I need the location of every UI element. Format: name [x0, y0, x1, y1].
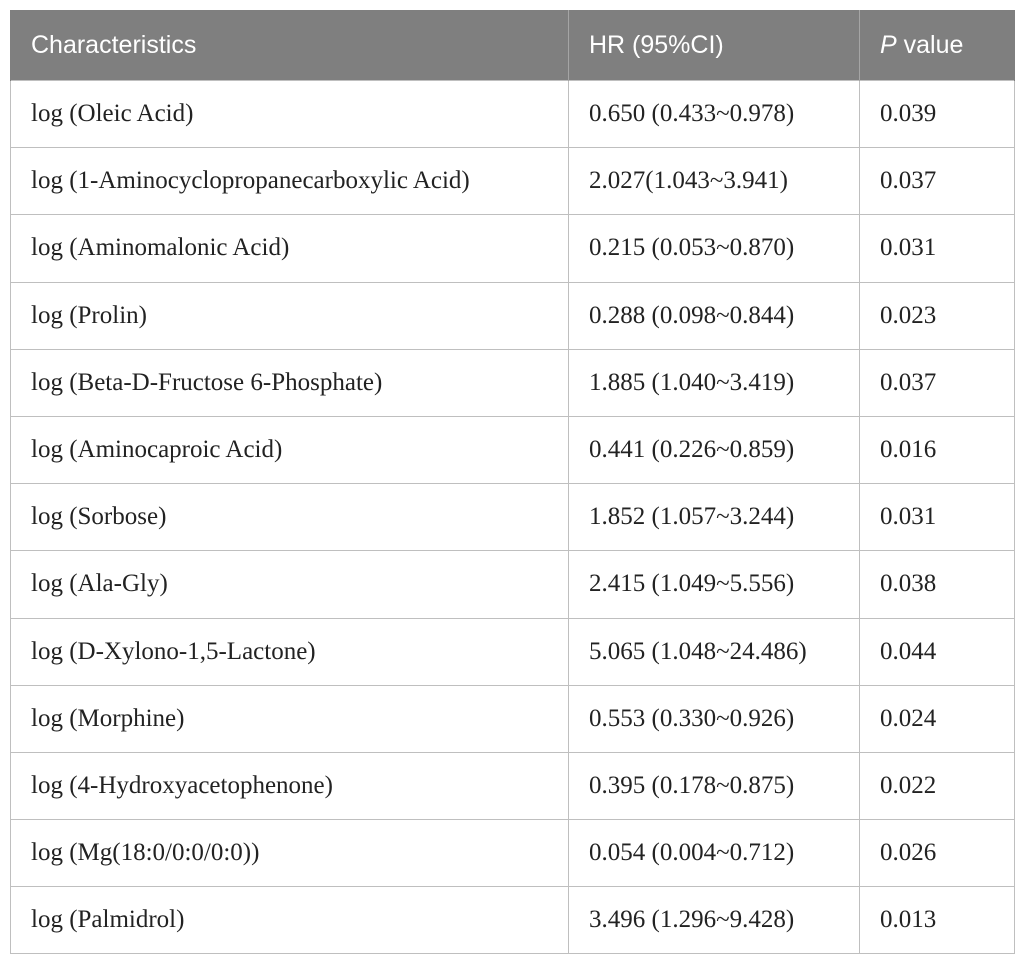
cell-p-value: 0.024	[860, 685, 1015, 752]
cell-hr-95ci: 0.650 (0.433~0.978)	[569, 81, 860, 148]
cell-hr-95ci: 2.027(1.043~3.941)	[569, 148, 860, 215]
table-row	[11, 820, 1015, 887]
hazard-ratio-table	[10, 10, 1015, 954]
table-row	[11, 215, 1015, 282]
table-row	[11, 685, 1015, 752]
cell-characteristic: log (Oleic Acid)	[11, 81, 569, 148]
cell-hr-95ci: 0.441 (0.226~0.859)	[569, 416, 860, 483]
header-characteristics: Characteristics	[11, 11, 569, 81]
cell-p-value: 0.016	[860, 416, 1015, 483]
cell-p-value: 0.031	[860, 215, 1015, 282]
cell-characteristic: log (Prolin)	[11, 282, 569, 349]
cell-characteristic: log (Morphine)	[11, 685, 569, 752]
cell-p-value: 0.013	[860, 887, 1015, 954]
table-body	[11, 81, 1015, 954]
cell-hr-95ci: 1.885 (1.040~3.419)	[569, 349, 860, 416]
table-row	[11, 618, 1015, 685]
cell-hr-95ci: 5.065 (1.048~24.486)	[569, 618, 860, 685]
cell-hr-95ci: 2.415 (1.049~5.556)	[569, 551, 860, 618]
cell-hr-95ci: 0.215 (0.053~0.870)	[569, 215, 860, 282]
cell-hr-95ci: 0.054 (0.004~0.712)	[569, 820, 860, 887]
table-header	[11, 11, 1015, 81]
cell-p-value: 0.037	[860, 349, 1015, 416]
cell-characteristic: log (Sorbose)	[11, 484, 569, 551]
cell-hr-95ci: 0.288 (0.098~0.844)	[569, 282, 860, 349]
table-row	[11, 282, 1015, 349]
cell-hr-95ci: 0.553 (0.330~0.926)	[569, 685, 860, 752]
cell-characteristic: log (D-Xylono-1,5-Lactone)	[11, 618, 569, 685]
cell-p-value: 0.031	[860, 484, 1015, 551]
cell-characteristic: log (1-Aminocyclopropanecarboxylic Acid)	[11, 148, 569, 215]
cell-p-value: 0.023	[860, 282, 1015, 349]
cell-hr-95ci: 1.852 (1.057~3.244)	[569, 484, 860, 551]
cell-p-value: 0.026	[860, 820, 1015, 887]
table-row	[11, 551, 1015, 618]
table-row	[11, 752, 1015, 819]
table-row	[11, 484, 1015, 551]
cell-characteristic: log (Mg(18:0/0:0/0:0))	[11, 820, 569, 887]
header-p-italic: P	[880, 31, 897, 59]
cell-characteristic: log (Aminocaproic Acid)	[11, 416, 569, 483]
cell-p-value: 0.038	[860, 551, 1015, 618]
cell-characteristic: log (Ala-Gly)	[11, 551, 569, 618]
cell-characteristic: log (Beta-D-Fructose 6-Phosphate)	[11, 349, 569, 416]
table-row	[11, 887, 1015, 954]
cell-characteristic: log (Aminomalonic Acid)	[11, 215, 569, 282]
cell-characteristic: log (Palmidrol)	[11, 887, 569, 954]
cell-p-value: 0.037	[860, 148, 1015, 215]
cell-characteristic: log (4-Hydroxyacetophenone)	[11, 752, 569, 819]
header-row	[11, 11, 1015, 81]
table-row	[11, 81, 1015, 148]
table-row	[11, 349, 1015, 416]
table-row	[11, 416, 1015, 483]
cell-hr-95ci: 0.395 (0.178~0.875)	[569, 752, 860, 819]
hazard-ratio-table-container	[10, 10, 1014, 954]
cell-p-value: 0.044	[860, 618, 1015, 685]
cell-p-value: 0.022	[860, 752, 1015, 819]
header-hr-95ci: HR (95%CI)	[569, 11, 860, 81]
cell-p-value: 0.039	[860, 81, 1015, 148]
table-row	[11, 148, 1015, 215]
header-p-rest: value	[896, 31, 964, 59]
header-p-value	[860, 11, 1015, 81]
cell-hr-95ci: 3.496 (1.296~9.428)	[569, 887, 860, 954]
